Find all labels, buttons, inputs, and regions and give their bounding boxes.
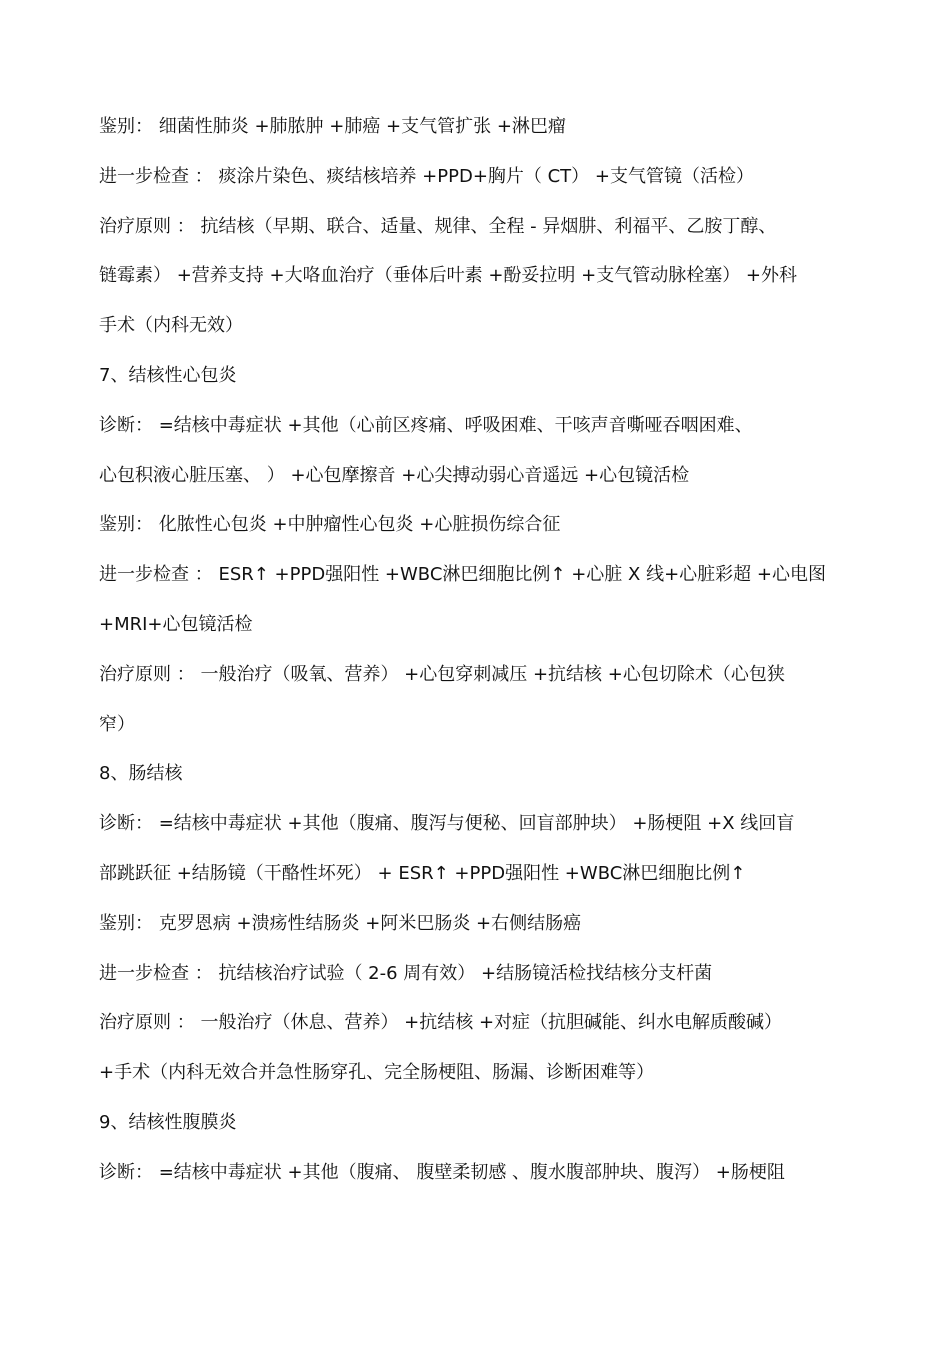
text-line: 治疗原则 ： 抗结核（早期、联合、适量、规律、全程 - 异烟肼、利福平、乙胺丁醇、 <box>99 215 777 237</box>
text-line: 治疗原则 ： 一般治疗（吸氧、营养） +心包穿刺减压 +抗结核 +心包切除术（心包狭 <box>99 663 785 685</box>
text-line: +手术（内科无效合并急性肠穿孔、完全肠梗阻、肠漏、诊断困难等） <box>99 1062 655 1084</box>
text-line: 进一步检查 ： 抗结核治疗试验（ 2-6 周有效） +结肠镜活检找结核分支杆菌 <box>99 962 713 984</box>
text-line: 治疗原则 ： 一般治疗（休息、营养） +抗结核 +对症（抗胆碱能、纠水电解质酸碱） <box>99 1012 783 1034</box>
text-line: +MRI+心包镜活检 <box>99 613 253 635</box>
text-line: 诊断： =结核中毒症状 +其他（腹痛、腹泻与便秘、回盲部肿块） +肠梗阻 +X 线回盲 <box>99 813 795 835</box>
section-heading: 8、肠结核 <box>99 763 183 785</box>
text-line: 进一步检查 ： ESR↑ +PPD强阳性 +WBC淋巴细胞比例↑ +心脏 X 线+心脏彩超 +心电图 <box>99 564 826 586</box>
text-line: 鉴别： 细菌性肺炎 +肺脓肿 +肺癌 +支气管扩张 +淋巴瘤 <box>99 116 566 137</box>
section-heading: 7、结核性心包炎 <box>99 364 237 386</box>
text-line: 鉴别： 克罗恩病 +溃疡性结肠炎 +阿米巴肠炎 +右侧结肠癌 <box>99 912 582 934</box>
text-line: 进一步检查 ： 痰涂片染色、痰结核培养 +PPD+胸片（ CT） +支气管镜（活检） <box>99 165 754 187</box>
document-body <box>99 109 839 1205</box>
text-line: 链霉素） +营养支持 +大咯血治疗（垂体后叶素 +酚妥拉明 +支气管动脉栓塞） +外科 <box>99 265 798 287</box>
text-line: 部跳跃征 +结肠镜（干酪性坏死） + ESR↑ +PPD强阳性 +WBC淋巴细胞比例↑ <box>99 862 746 884</box>
text-line: 窄） <box>99 713 135 735</box>
text-line: 鉴别： 化脓性心包炎 +中肿瘤性心包炎 +心脏损伤综合征 <box>99 514 561 536</box>
text-line: 心包积液心脏压塞、 ） +心包摩擦音 +心尖搏动弱心音遥远 +心包镜活检 <box>99 464 690 486</box>
text-line: 诊断： =结核中毒症状 +其他（腹痛、 腹壁柔韧感 、腹水腹部肿块、腹泻） +肠梗阻 <box>99 1161 785 1183</box>
section-heading: 9、结核性腹膜炎 <box>99 1111 237 1133</box>
text-line: 手术（内科无效） <box>99 315 243 337</box>
text-line: 诊断： =结核中毒症状 +其他（心前区疼痛、呼吸困难、干咳声音嘶哑吞咽困难、 <box>99 414 753 436</box>
